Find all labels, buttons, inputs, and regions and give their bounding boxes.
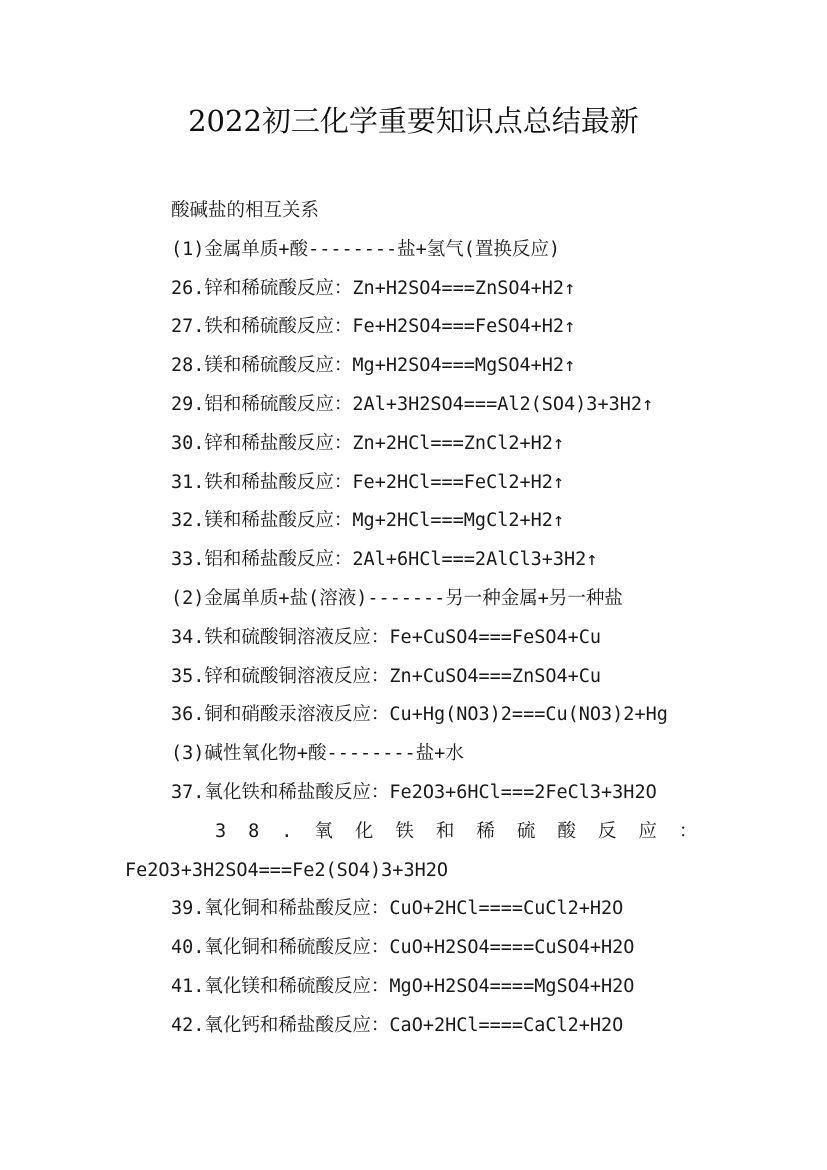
- page-title: 2022初三化学重要知识点总结最新: [188, 104, 639, 138]
- reaction-line: 41.氧化镁和稀硫酸反应：MgO+H2SO4====MgSO4+H2O: [171, 975, 635, 997]
- section-heading: 酸碱盐的相互关系: [171, 200, 320, 221]
- reaction-line: 37.氧化铁和稀盐酸反应：Fe2O3+6HCl===2FeCl3+3H2O: [171, 781, 657, 803]
- reaction-line: 31.铁和稀盐酸反应：Fe+2HCl===FeCl2+H2↑: [171, 471, 565, 493]
- reaction-line: 26.锌和稀硫酸反应：Zn+H2SO4===ZnSO4+H2↑: [171, 277, 576, 299]
- reaction-line: 36.铜和硝酸汞溶液反应：Cu+Hg(NO3)2===Cu(NO3)2+Hg: [171, 704, 668, 726]
- reaction-line: 34.铁和硫酸铜溶液反应：Fe+CuSO4===FeSO4+Cu: [171, 626, 602, 648]
- reaction-line: 30.锌和稀盐酸反应：Zn+2HCl===ZnCl2+H2↑: [171, 432, 565, 454]
- reaction-line: 33.铝和稀盐酸反应：2Al+6HCl===2AlCl3+3H2↑: [171, 549, 598, 571]
- reaction-line: 28.镁和稀硫酸反应：Mg+H2SO4===MgSO4+H2↑: [171, 355, 576, 377]
- subsection-heading: (1)金属单质+酸--------盐+氢气(置换反应): [171, 238, 561, 260]
- reaction-list: [0, 192, 827, 1046]
- reaction-line: 40.氧化铜和稀硫酸反应：CuO+H2SO4====CuSO4+H2O: [171, 937, 635, 959]
- reaction-line: 27.铁和稀硫酸反应：Fe+H2SO4===FeSO4+H2↑: [171, 316, 576, 338]
- reaction-line-continuation: Fe2O3+3H2SO4===Fe2(SO4)3+3H2O: [125, 859, 449, 881]
- subsection-heading: (3)碱性氧化物+酸--------盐+水: [171, 743, 464, 765]
- reaction-line: 39.氧化铜和稀盐酸反应：CuO+2HCl====CuCl2+H2O: [171, 898, 624, 920]
- reaction-line: 42.氧化钙和稀盐酸反应：CaO+2HCl====CaCl2+H2O: [171, 1014, 624, 1036]
- subsection-heading: (2)金属单质+盐(溶液)-------另一种金属+另一种盐: [171, 587, 623, 609]
- reaction-line: 29.铝和稀硫酸反应：2Al+3H2SO4===Al2(SO4)3+3H2↑: [171, 393, 654, 415]
- reaction-line: 32.镁和稀盐酸反应：Mg+2HCl===MgCl2+H2↑: [171, 510, 565, 532]
- reaction-line-justified: 38.氧化铁和稀硫酸反应：: [215, 820, 720, 842]
- reaction-line: 35.锌和硫酸铜溶液反应：Zn+CuSO4===ZnSO4+Cu: [171, 665, 602, 687]
